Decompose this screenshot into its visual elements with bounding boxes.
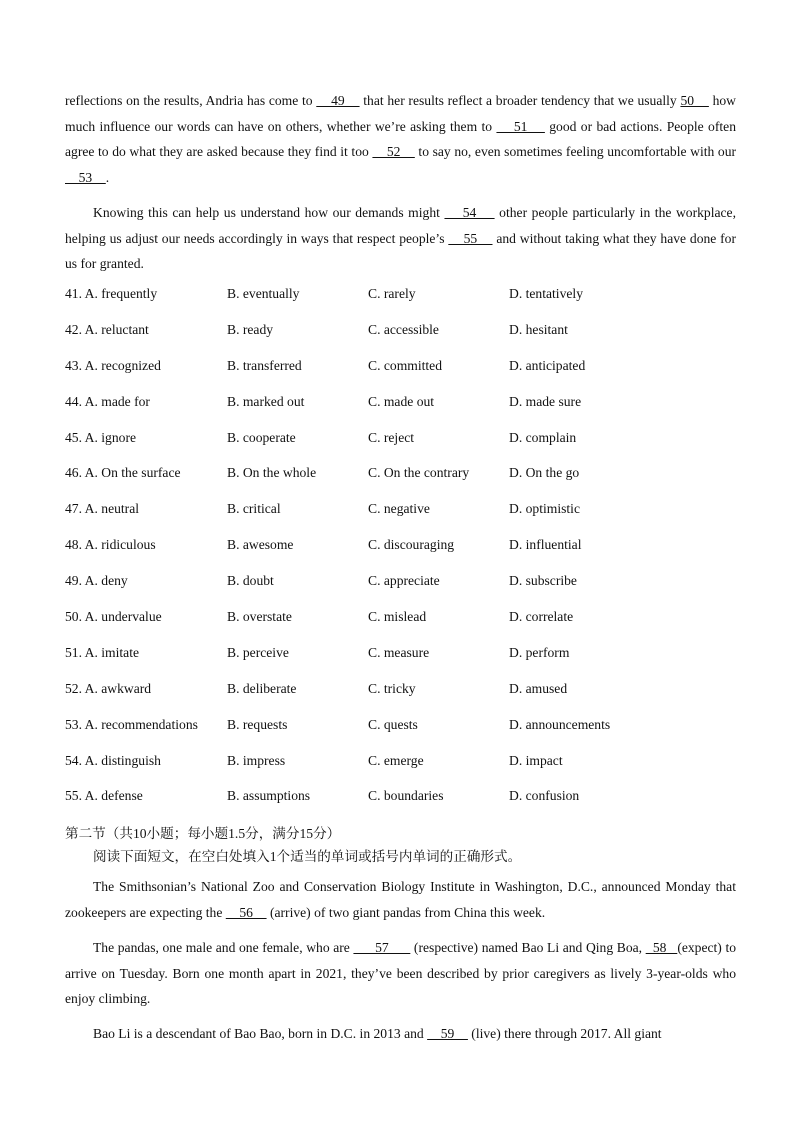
option-text: A. On the surface — [84, 465, 181, 481]
question-option-row — [65, 717, 736, 753]
option-a[interactable] — [65, 286, 157, 302]
answer-blank[interactable]: 53 — [65, 169, 106, 185]
question-option-row — [65, 573, 736, 609]
option-text: C. made out — [368, 393, 435, 409]
question-option-row — [65, 753, 736, 789]
option-d[interactable] — [509, 501, 580, 517]
option-text: A. distinguish — [84, 752, 161, 768]
option-text: B. marked out — [227, 393, 305, 409]
option-d[interactable] — [509, 681, 567, 697]
question-option-row — [65, 322, 736, 358]
option-d[interactable] — [509, 753, 563, 769]
option-text: B. eventually — [227, 286, 300, 301]
option-d[interactable] — [509, 573, 577, 589]
option-text: D. complain — [509, 429, 577, 445]
option-text: D. amused — [509, 680, 568, 696]
passage-text: (live) there through 2017. All giant — [467, 1026, 662, 1041]
passage-text: Bao Li is a descendant of Bao Bao, born in D.C. in 2013 and — [93, 1026, 428, 1041]
option-b[interactable] — [227, 609, 292, 625]
option-d[interactable] — [509, 537, 581, 553]
passage-text: . — [105, 169, 110, 185]
section-heading: 第二节（共10小题；每小题1.5分，满分15分） — [65, 826, 341, 841]
option-b[interactable] — [227, 573, 274, 589]
option-b[interactable] — [227, 537, 293, 553]
question-option-row — [65, 465, 736, 501]
option-c[interactable] — [368, 286, 416, 302]
answer-blank[interactable]: 59 — [427, 1026, 468, 1041]
option-text: D. subscribe — [509, 573, 577, 589]
option-b[interactable] — [227, 681, 296, 697]
answer-blank[interactable]: 55 — [448, 230, 493, 246]
question-number: 50. — [65, 609, 82, 625]
option-c[interactable] — [368, 609, 426, 625]
passage-text: The Smithsonian’s National Zoo and Conservation Biology Institute in Washington, D.C., announced Monday that zookeepers are expecting the — [65, 879, 736, 920]
answer-blank[interactable]: 49 — [316, 93, 360, 108]
option-c[interactable] — [368, 573, 440, 589]
option-b[interactable] — [227, 501, 281, 517]
option-text: A. ridiculous — [84, 537, 156, 553]
option-text: B. overstate — [227, 609, 292, 625]
option-text: A. undervalue — [84, 609, 162, 625]
question-option-row — [65, 788, 736, 824]
passage-paragraph — [65, 1021, 662, 1047]
option-a[interactable] — [65, 573, 128, 589]
option-text: D. tentatively — [509, 286, 583, 301]
option-text: A. imitate — [84, 644, 140, 660]
option-text: B. deliberate — [227, 680, 297, 696]
option-text: C. quests — [368, 716, 418, 732]
passage-text: that her results reflect a broader tendency that we usually — [359, 93, 681, 108]
question-option-row — [65, 681, 736, 717]
question-number: 55. — [65, 788, 82, 804]
question-number: 53. — [65, 716, 82, 732]
question-option-row — [65, 430, 736, 466]
option-text: C. committed — [368, 357, 443, 373]
option-text: B. awesome — [227, 537, 294, 553]
passage-text: (expect) to arrive on Tuesday. Born one month apart in 2021, they’ve been described by prior caregivers as lively 3-year-olds who enjoy climbing. — [65, 940, 737, 1006]
option-text: C. On the contrary — [368, 465, 470, 481]
option-c[interactable] — [368, 501, 430, 517]
option-a[interactable] — [65, 788, 143, 804]
passage-text: how much influence our words can have on others, whether we’re asking them to — [65, 93, 736, 134]
option-b[interactable] — [227, 394, 304, 410]
passage-text: (respective) named Bao Li and Qing Boa, — [410, 940, 646, 955]
passage-paragraph — [65, 88, 736, 190]
option-text: C. accessible — [368, 321, 439, 337]
option-c[interactable] — [368, 645, 429, 661]
option-text: B. assumptions — [227, 788, 311, 804]
option-text: A. recommendations — [84, 716, 198, 732]
option-text: B. critical — [227, 501, 281, 517]
option-b[interactable] — [227, 358, 302, 374]
option-d[interactable] — [509, 717, 610, 733]
passage-text: and without taking what they have done for us for granted. — [65, 230, 736, 271]
option-text: C. emerge — [368, 752, 424, 768]
passage-text: (arrive) of two giant pandas from China this week. — [266, 904, 546, 920]
question-number: 43. — [65, 357, 82, 373]
option-d[interactable] — [509, 286, 583, 302]
option-text: C. rarely — [368, 286, 416, 301]
option-a[interactable] — [65, 465, 181, 481]
option-d[interactable] — [509, 358, 585, 374]
option-text: B. impress — [227, 752, 286, 768]
option-b[interactable] — [227, 753, 285, 769]
option-d[interactable] — [509, 322, 568, 338]
option-text: C. negative — [368, 501, 430, 517]
option-b[interactable] — [227, 286, 299, 302]
question-number: 44. — [65, 393, 82, 409]
question-number: 47. — [65, 501, 82, 517]
option-a[interactable] — [65, 394, 150, 410]
question-number: 54. — [65, 752, 82, 768]
option-c[interactable] — [368, 753, 424, 769]
option-text: B. ready — [227, 321, 274, 337]
option-b[interactable] — [227, 645, 289, 661]
option-text: D. confusion — [509, 788, 580, 804]
question-option-row — [65, 645, 736, 681]
passage-text: good or bad actions. People often agree to do what they are asked because they find it too — [65, 118, 736, 159]
option-a[interactable] — [65, 645, 139, 661]
passage-text: reflections on the results, Andria has come to — [65, 93, 317, 108]
answer-blank[interactable]: 50 — [680, 93, 709, 108]
question-number: 48. — [65, 537, 82, 553]
option-text: B. On the whole — [227, 465, 317, 481]
option-a[interactable] — [65, 430, 136, 446]
option-text: A. frequently — [84, 286, 158, 301]
answer-blank[interactable]: 54 — [444, 205, 495, 220]
option-text: D. announcements — [509, 716, 611, 732]
option-text: B. requests — [227, 716, 288, 732]
option-c[interactable] — [368, 681, 416, 697]
question-option-row — [65, 286, 736, 322]
option-d[interactable] — [509, 645, 569, 661]
option-text: B. perceive — [227, 644, 289, 660]
question-option-row — [65, 501, 736, 537]
option-a[interactable] — [65, 609, 162, 625]
question-number: 45. — [65, 429, 82, 445]
passage-paragraph — [65, 935, 736, 1012]
option-text: D. made sure — [509, 393, 582, 409]
option-a[interactable] — [65, 717, 198, 733]
option-text: A. awkward — [84, 680, 152, 696]
option-text: D. hesitant — [509, 321, 568, 337]
answer-blank[interactable]: 52 — [372, 144, 415, 159]
option-text: B. cooperate — [227, 429, 296, 445]
option-a[interactable] — [65, 501, 139, 517]
answer-blank[interactable]: 57 — [353, 940, 411, 955]
question-option-row — [65, 609, 736, 645]
question-number: 52. — [65, 680, 82, 696]
option-d[interactable] — [509, 609, 573, 625]
option-d[interactable] — [509, 430, 576, 446]
option-text: C. appreciate — [368, 573, 440, 589]
option-c[interactable] — [368, 358, 442, 374]
option-text: B. transferred — [227, 357, 302, 373]
option-text: C. measure — [368, 644, 430, 660]
answer-blank[interactable]: 58 — [645, 940, 678, 955]
passage-text: to say no, even sometimes feeling uncomfortable with our — [414, 144, 737, 159]
question-number: 49. — [65, 573, 82, 589]
option-c[interactable] — [368, 465, 469, 481]
option-b[interactable] — [227, 788, 310, 804]
section-instruction: 阅读下面短文，在空白处填入1个适当的单词或括号内单词的正确形式。 — [93, 849, 522, 864]
option-text: D. anticipated — [509, 357, 586, 373]
option-text: D. perform — [509, 644, 570, 660]
option-b[interactable] — [227, 465, 316, 481]
option-text: A. defense — [84, 788, 143, 804]
option-text: C. reject — [368, 429, 415, 445]
option-a[interactable] — [65, 358, 161, 374]
option-text: D. optimistic — [509, 501, 580, 517]
option-text: C. mislead — [368, 609, 427, 625]
option-text: D. influential — [509, 537, 582, 553]
option-text: D. correlate — [509, 609, 574, 625]
passage-text: Knowing this can help us understand how our demands might — [93, 205, 445, 220]
option-text: C. discouraging — [368, 537, 455, 553]
question-option-row — [65, 394, 736, 430]
question-number: 41. — [65, 286, 82, 301]
passage-text: other people particularly in the workplace, helping us adjust our needs accordingly in ways that respect people’s — [65, 205, 736, 246]
passage-paragraph — [65, 874, 736, 925]
option-c[interactable] — [368, 717, 418, 733]
option-text: C. tricky — [368, 680, 416, 696]
option-b[interactable] — [227, 717, 287, 733]
option-c[interactable] — [368, 394, 434, 410]
question-option-row — [65, 537, 736, 573]
option-c[interactable] — [368, 322, 439, 338]
option-text: A. reluctant — [84, 321, 149, 337]
option-a[interactable] — [65, 753, 161, 769]
option-text: A. recognized — [84, 357, 161, 373]
answer-blank[interactable]: 56 — [225, 904, 267, 920]
passage-paragraph — [65, 200, 736, 277]
answer-blank[interactable]: 51 — [496, 118, 545, 134]
option-d[interactable] — [509, 788, 579, 804]
option-text: A. neutral — [84, 501, 140, 517]
option-a[interactable] — [65, 322, 149, 338]
question-number: 51. — [65, 644, 82, 660]
option-c[interactable] — [368, 788, 444, 804]
option-a[interactable] — [65, 681, 151, 697]
option-text: A. ignore — [84, 429, 136, 445]
option-text: C. boundaries — [368, 788, 444, 804]
option-d[interactable] — [509, 465, 579, 481]
question-option-row — [65, 358, 736, 394]
option-d[interactable] — [509, 394, 581, 410]
option-text: B. doubt — [227, 573, 274, 589]
question-number: 42. — [65, 321, 82, 337]
option-text: D. On the go — [509, 465, 580, 481]
option-text: A. deny — [84, 573, 128, 589]
question-number: 46. — [65, 465, 82, 481]
options-list — [65, 286, 736, 824]
option-text: A. made for — [84, 393, 150, 409]
option-b[interactable] — [227, 322, 273, 338]
passage-text: The pandas, one male and one female, who are — [93, 940, 354, 955]
option-c[interactable] — [368, 430, 414, 446]
option-c[interactable] — [368, 537, 454, 553]
option-text: D. impact — [509, 752, 563, 768]
option-b[interactable] — [227, 430, 296, 446]
option-a[interactable] — [65, 537, 156, 553]
